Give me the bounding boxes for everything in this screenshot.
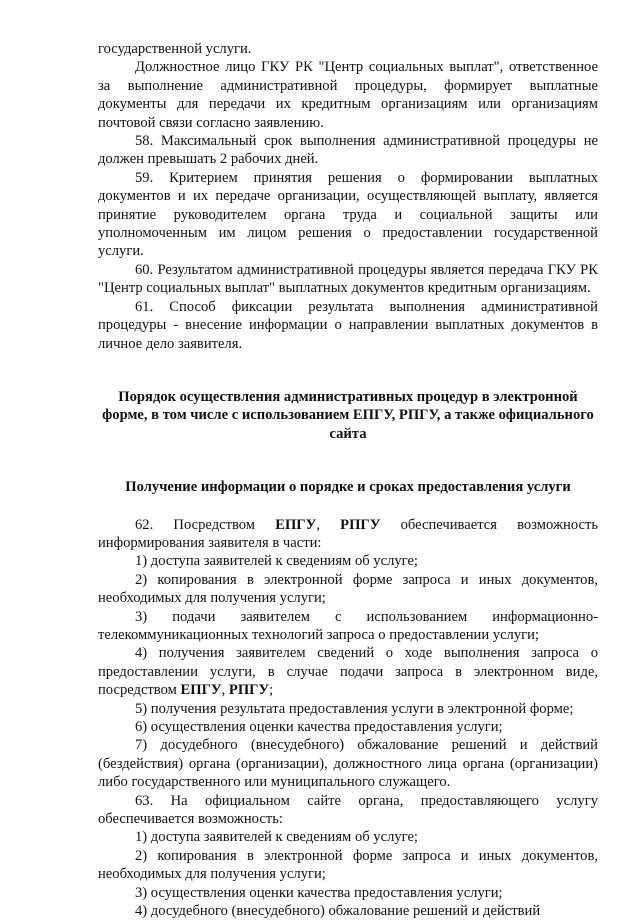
rpgu-term: РПГУ: [340, 516, 381, 533]
list-item: 2) копирования в электронной форме запроса и иных документов, необходимых для получения услуги;: [98, 571, 598, 607]
paragraph: государственной услуги.: [98, 41, 252, 57]
spacer: [98, 443, 598, 478]
list-item: 4) досудебного (внесудебного) обжалование решений и действий: [135, 903, 541, 920]
list-item: 6) осуществления оценки качества предоставления услуги;: [135, 719, 503, 735]
paragraph-58: 58. Максимальный срок выполнения административной процедуры не должен превышать 2 рабочих дней.: [98, 133, 598, 168]
paragraph-60: 60. Результатом административной процедуры является передача ГКУ РК "Центр социальных выплат" выплатных документов кредитным организациям.: [98, 261, 598, 297]
paragraph-63: 63. На официальном сайте органа, предоставляющего услугу обеспечивается возможность:: [98, 792, 598, 828]
epgu-term: ЕПГУ: [275, 516, 317, 533]
list-item-prefix: 4) получения заявителем сведений о ходе выполнения запроса о предоставлении услуги, в случае подачи запроса в электронном виде, посредством: [98, 645, 598, 699]
list-item-suffix: ;: [269, 682, 274, 699]
list-item: 3) подачи заявителем с использованием информационно-телекоммуникационных технологий запроса о предоставлении услуги;: [98, 608, 598, 643]
subsection-heading: Получение информации о порядке и сроках предоставления услуги: [125, 479, 571, 496]
paragraph-62: [98, 516, 598, 553]
paragraph-61: 61. Способ фиксации результата выполнения административной процедуры - внесение информации о направлении выплатных документов в личное дело заявителя.: [98, 298, 598, 352]
separator: ,: [316, 516, 341, 533]
separator: ,: [221, 682, 229, 699]
list-item: [98, 644, 598, 699]
spacer: [98, 497, 598, 516]
document-body: [98, 40, 598, 920]
rpgu-term: РПГУ: [228, 682, 270, 699]
list-item: 1) доступа заявителей к сведениям об услуге;: [135, 829, 418, 846]
paragraph-62-suffix: обеспечивается возможность информирования заявителя в части:: [98, 516, 599, 551]
section-heading: Порядок осуществления административных процедур в электронной форме, в том числе с использованием ЕПГУ, РПГУ, а также официального сайта: [102, 388, 594, 442]
list-item: 2) копирования в электронной форме запроса и иных документов, необходимых для получения услуги;: [98, 847, 598, 883]
paragraph-62-prefix: 62. Посредством: [135, 516, 276, 533]
paragraph-59: 59. Критерием принятия решения о формировании выплатных документов и их передаче организации, осуществляющей выплату, является принятие руководителем органа труда и социальной защиты или уполномоченным им лицом решения о предоставлении государственной услуги.: [98, 169, 598, 260]
list-item: 5) получения результата предоставления услуги в электронной форме;: [135, 700, 574, 717]
list-item: 1) доступа заявителей к сведениям об услуге;: [135, 553, 418, 570]
spacer: [98, 353, 598, 388]
paragraph: Должностное лицо ГКУ РК "Центр социальных выплат", ответственное за выполнение административной процедуры, формирует выплатные документы для передачи их кредитным организациям или организациям почтовой связи согласно заявлению.: [98, 59, 598, 131]
epgu-term: ЕПГУ: [180, 682, 222, 699]
list-item: 3) осуществления оценки качества предоставления услуги;: [135, 884, 503, 901]
list-item: 7) досудебного (внесудебного) обжалование решений и действий (бездействия) органа (организации), должностного лица органа (организации) либо государственного или муниципального служащего.: [98, 737, 598, 791]
